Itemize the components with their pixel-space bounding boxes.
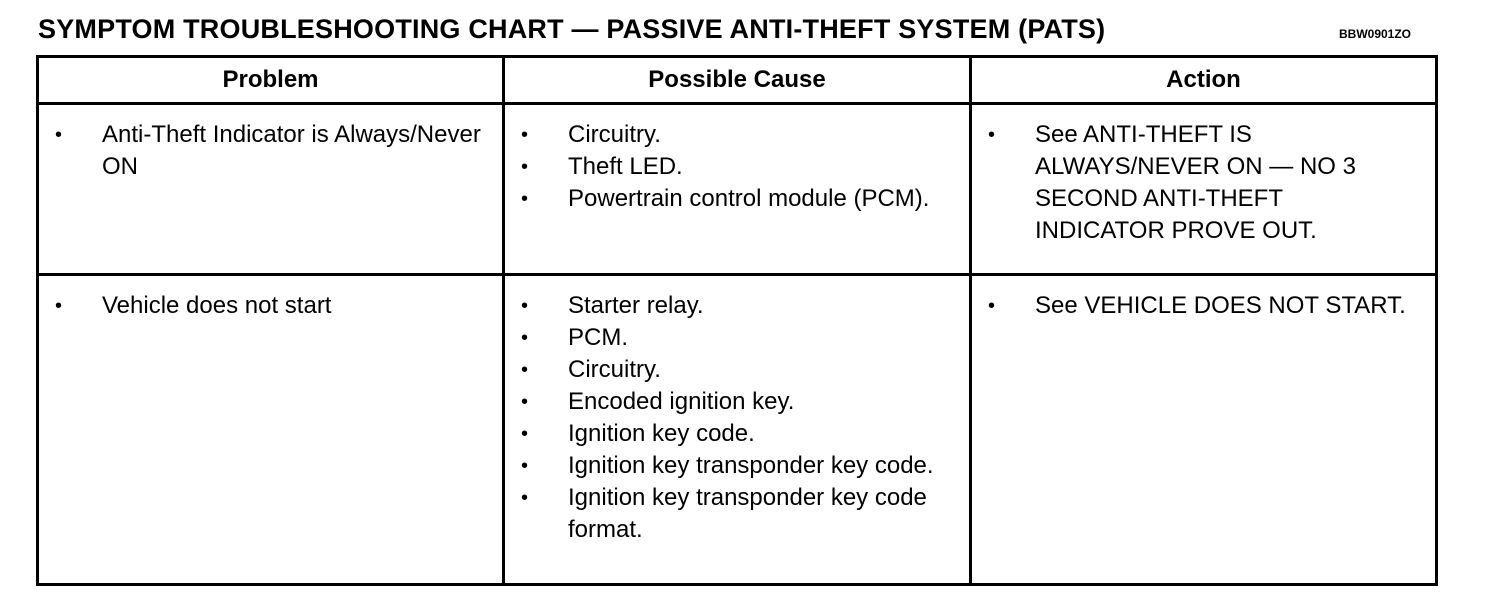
list-item [505,151,949,183]
list-item [505,290,949,322]
cause-cell [504,104,971,275]
table-row [38,275,1437,585]
cause-text: Powertrain control module (PCM). [568,185,930,212]
bullet-icon: • [521,188,529,210]
bullet-icon: • [521,423,529,445]
action-text: See VEHICLE DOES NOT START. [1035,292,1406,319]
list-item [505,322,949,354]
bullet-icon: • [55,124,63,146]
cause-text: Starter relay. [568,292,704,319]
list-item [505,482,949,546]
cause-text: Theft LED. [568,153,683,180]
list-item [505,119,949,151]
bullet-icon: • [988,295,996,317]
list-item [505,354,949,386]
bullet-icon: • [521,455,529,477]
figure-code: BBW0901ZO [1339,27,1412,41]
cause-text: Ignition key transponder key code format. [568,484,927,543]
list-item [505,386,949,418]
cause-text: Circuitry. [568,356,661,383]
list-item [505,418,949,450]
list-item [39,290,482,322]
bullet-icon: • [521,487,529,509]
column-header-possible-cause: Possible Cause [504,57,971,104]
bullet-icon: • [521,327,529,349]
list-item [505,183,949,215]
list-item [39,119,482,183]
bullet-icon: • [55,295,63,317]
bullet-icon: • [521,295,529,317]
column-header-problem: Problem [38,57,504,104]
page-title: SYMPTOM TROUBLESHOOTING CHART — PASSIVE ANTI-THEFT SYSTEM (PATS) [38,14,1106,44]
column-header-action: Action [971,57,1437,104]
cause-text: PCM. [568,324,628,351]
problem-cell [38,275,504,585]
problem-text: Anti-Theft Indicator is Always/Never ON [102,121,481,180]
problem-cell [38,104,504,275]
cause-text: Circuitry. [568,121,661,148]
cause-text: Ignition key code. [568,420,755,447]
cause-text: Ignition key transponder key code. [568,452,934,479]
bullet-icon: • [521,124,529,146]
troubleshooting-table [36,55,1438,586]
bullet-icon: • [988,124,996,146]
list-item [972,119,1415,247]
table-row [38,104,1437,275]
list-item [972,290,1415,322]
problem-text: Vehicle does not start [102,292,332,319]
action-cell [971,275,1437,585]
cause-text: Encoded ignition key. [568,388,795,415]
cause-cell [504,275,971,585]
action-cell [971,104,1437,275]
list-item [505,450,949,482]
bullet-icon: • [521,359,529,381]
table-header-row [38,57,1437,104]
bullet-icon: • [521,156,529,178]
bullet-icon: • [521,391,529,413]
action-text: See ANTI-THEFT IS ALWAYS/NEVER ON — NO 3 SECOND ANTI-THEFT INDICATOR PROVE OUT. [1035,121,1356,244]
